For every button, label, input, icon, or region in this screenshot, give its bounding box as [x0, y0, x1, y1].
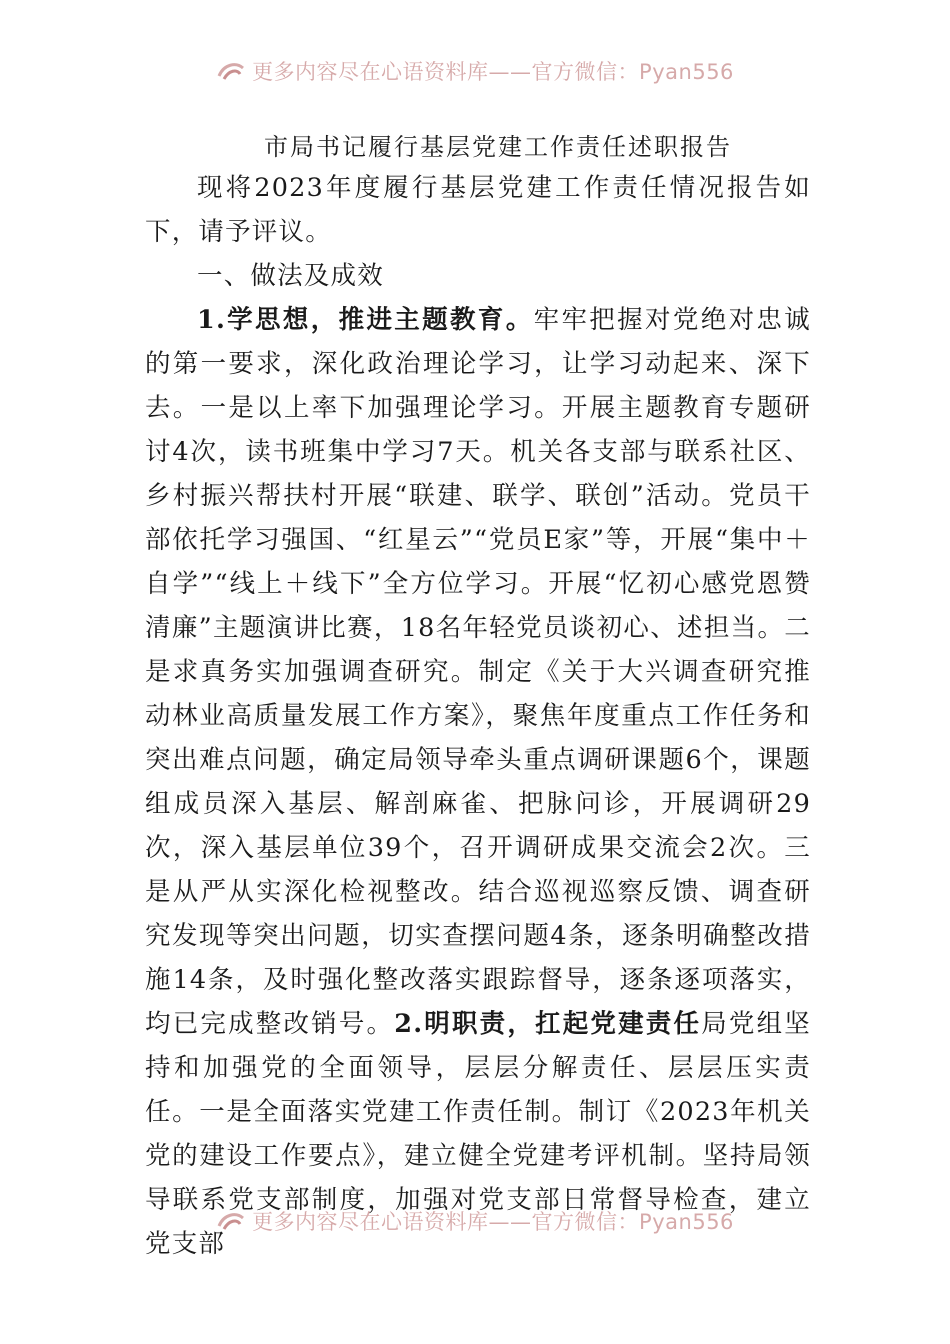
item-2-heading: 2.明职责，扛起党建责任 — [394, 1009, 702, 1039]
item-1-heading: 1.学思想，推进主题教育。 — [197, 305, 534, 335]
watermark-text: 更多内容尽在心语资料库——官方微信：Pyan556 — [252, 1210, 734, 1234]
watermark-header — [0, 56, 950, 86]
intro-paragraph: 现将2023年度履行基层党建工作责任情况报告如下，请予评议。 — [145, 173, 811, 247]
section-heading: 一、做法及成效 — [197, 261, 384, 291]
item-2-text: 局党组坚持和加强党的全面领导，层层分解责任、层层压实责任。一是全面落实党建工作责任制。制订《2023年机关党的建设工作要点》，建立健全党建考评机制。坚持局领导联系党支部制度，加强对党支部日常督导检查，建立党支部 — [145, 1009, 811, 1259]
watermark-logo-icon — [216, 1210, 246, 1232]
watermark-logo-icon — [216, 60, 246, 82]
body-paragraph — [145, 298, 811, 1266]
watermark-text: 更多内容尽在心语资料库——官方微信：Pyan556 — [252, 60, 734, 84]
watermark-footer — [0, 1206, 950, 1236]
page-title: 市局书记履行基层党建工作责任述职报告 — [264, 133, 732, 161]
item-1-text: 牢牢把握对党绝对忠诚的第一要求，深化政治理论学习，让学习动起来、深下去。一是以上率下加强理论学习。开展主题教育专题研讨4次，读书班集中学习7天。机关各支部与联系社区、乡村振兴帮扶村开展“联建、联学、联创”活动。党员干部依托学习强国、“红星云”“党员E家”等，开展“集中＋自学”“线上＋线下”全方位学习。开展“忆初心感党恩赞清廉”主题演讲比赛，18名年轻党员谈初心、述担当。二是求真务实加强调查研究。制定《关于大兴调查研究推动林业高质量发展工作方案》，聚焦年度重点工作任务和突出难点问题，确定局领导牵头重点调研课题6个，课题组成员深入基层、解剖麻雀、把脉问诊，开展调研29次，深入基层单位39个，召开调研成果交流会2次。三是从严从实深化检视整改。结合巡视巡察反馈、调查研究发现等突出问题，切实查摆问题4条，逐条明确整改措施14条，及时强化整改落实跟踪督导，逐条逐项落实，均已完成整改销号。 — [145, 305, 811, 1039]
document-body — [145, 128, 811, 1266]
